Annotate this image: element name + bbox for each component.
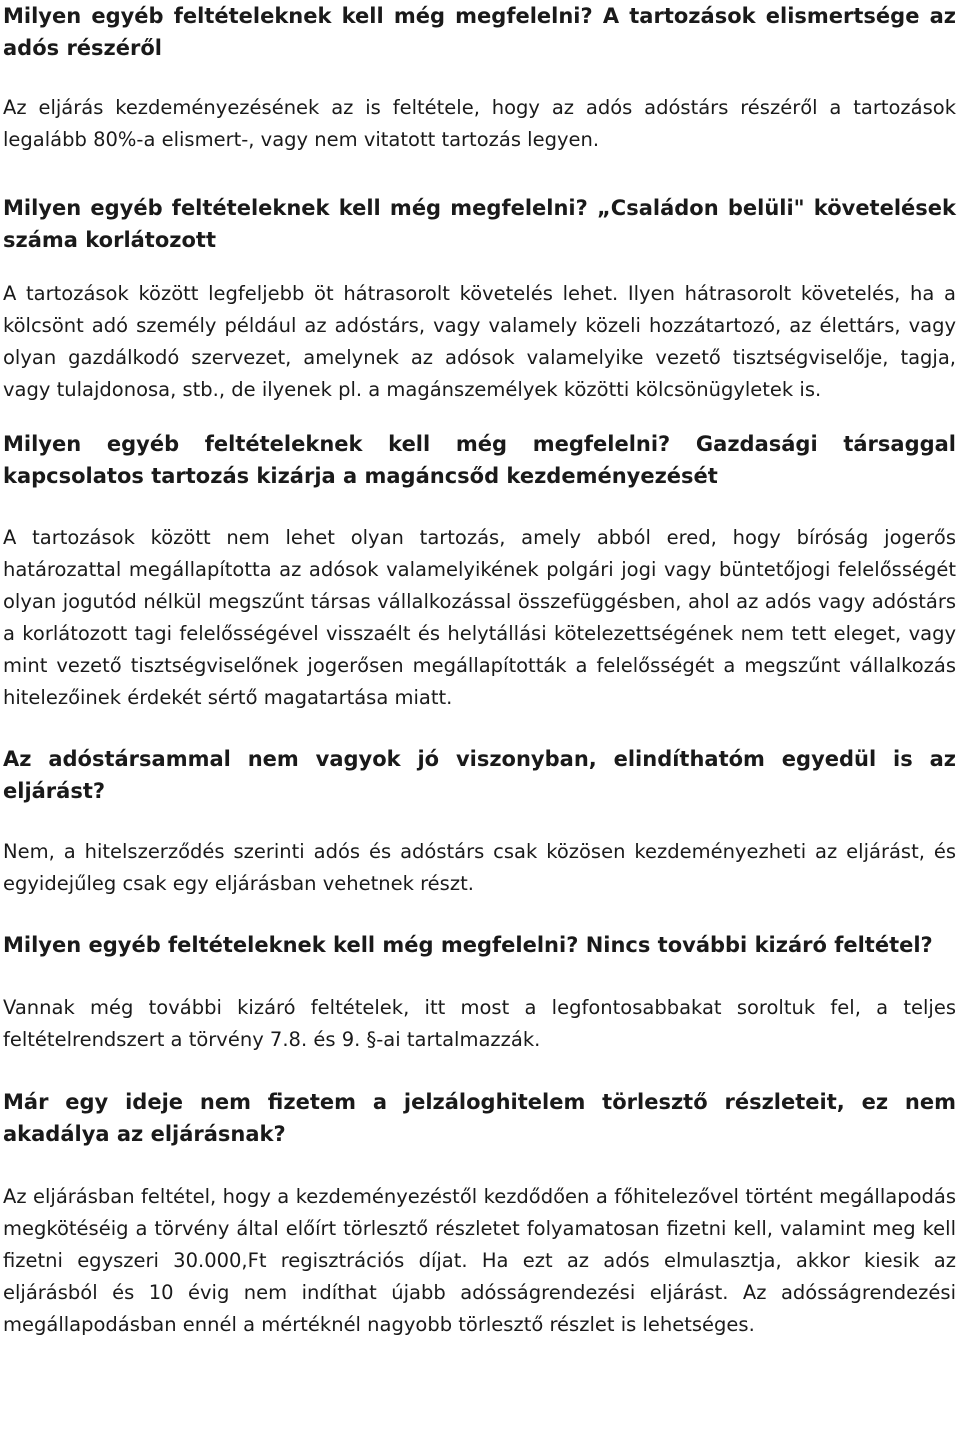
answer-paragraph: A tartozások között legfeljebb öt hátrasorolt követelés lehet. Ilyen hátrasorolt követelés, ha a kölcsönt adó személy például az adóstárs, vagy valamely közeli hozzátartozó, az élettárs, vagy olyan gazdálkodó szervezet, amelynek az adósok valamelyike vezető tisztségviselője, tagja, vagy tulajdonosa, stb., de ilyenek pl. a magánszemélyek közötti kölcsönügyletek is. [3,282,956,401]
question-heading: Az adóstársammal nem vagyok jó viszonyban, elindíthatóm egyedül is az eljárást? [3,747,956,803]
answer-paragraph: Nem, a hitelszerződés szerinti adós és adóstárs csak közösen kezdeményezheti az eljárást, és egyidejűleg csak egy eljárásban vehetnek részt. [3,840,956,895]
question-heading: Milyen egyéb feltételeknek kell még megfelelni? A tartozások elismertsége az adós részéről [3,4,956,60]
answer-paragraph: Az eljárás kezdeményezésének az is feltétele, hogy az adós adóstárs részéről a tartozások legalább 80%-a elismert-, vagy nem vitatott tartozás legyen. [3,96,956,151]
answer-paragraph: A tartozások között nem lehet olyan tartozás, amely abból ered, hogy bíróság jogerős határozattal megállapította az adósok valamelyikének polgári jogi vagy büntetőjogi felelősségét olyan jogutód nélkül megszűnt társas vállalkozással összefüggésben, ahol az adós vagy adóstárs a korlátozott tagi felelősségével visszaélt és helytállási kötelezettségének nem tett eleget, vagy mint vezető tisztségviselőnek jogerősen megállapították a felelősségét a megszűnt vállalkozás hitelezőinek érdekét sértő magatartása miatt. [3,526,956,709]
question-heading: Milyen egyéb feltételeknek kell még megfelelni? „Családon belüli" követelések száma korlátozott [3,196,956,252]
question-heading: Milyen egyéb feltételeknek kell még megfelelni? Gazdasági társaggal kapcsolatos tartozás kizárja a magáncsőd kezdeményezését [3,432,956,488]
answer-paragraph: Az eljárásban feltétel, hogy a kezdeményezéstől kezdődően a főhitelezővel történt megállapodás megkötéséig a törvény által előírt törlesztő részletet folyamatosan fizetni kell, valamint meg kell fizetni egyszeri 30.000,Ft regisztrációs díjat. Ha ezt az adós elmulasztja, akkor kiesik az eljárásból és 10 évig nem indíthat újabb adósságrendezési eljárást. Az adósságrendezési megállapodásban ennél a mértéknél nagyobb törlesztő részlet is lehetséges. [3,1185,956,1336]
answer-paragraph: Vannak még további kizáró feltételek, itt most a legfontosabbakat soroltuk fel, a teljes feltételrendszert a törvény 7.8. és 9. §-ai tartalmazzák. [3,996,956,1051]
question-heading: Milyen egyéb feltételeknek kell még megfelelni? Nincs további kizáró feltétel? [3,933,933,957]
question-heading: Már egy ideje nem fizetem a jelzáloghitelem törlesztő részleteit, ez nem akadálya az eljárásnak? [3,1090,956,1146]
